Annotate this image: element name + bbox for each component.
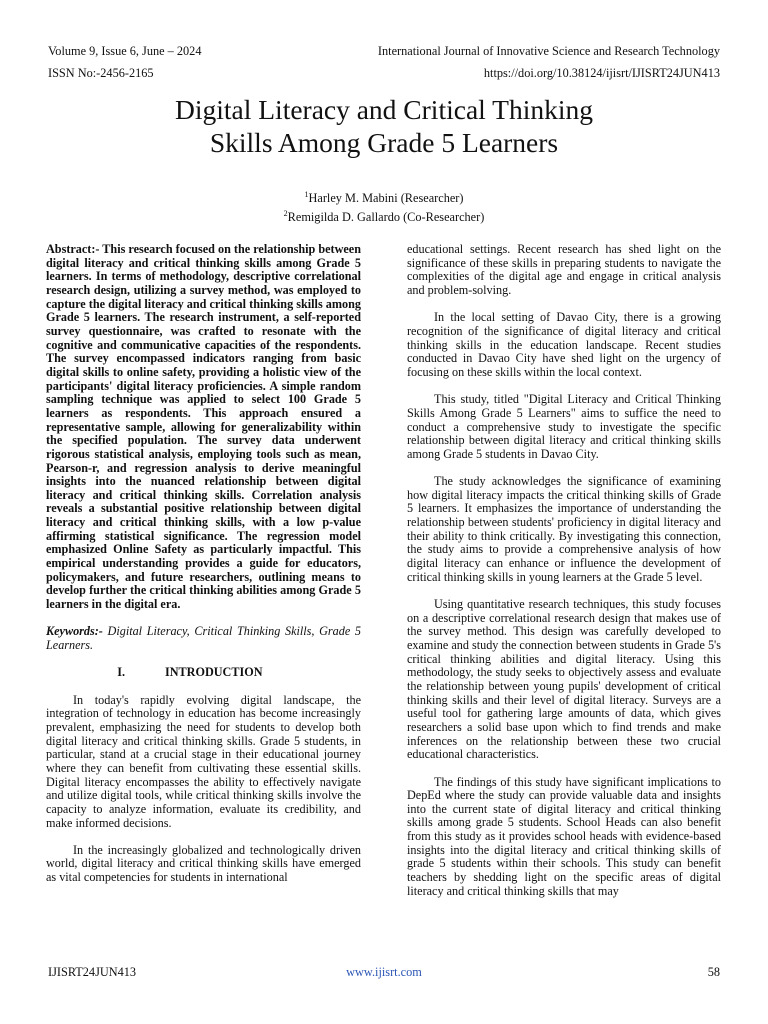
page-number: 58 <box>707 965 720 979</box>
left-column <box>46 243 361 885</box>
section-title: INTRODUCTION <box>165 665 263 680</box>
right-column <box>407 243 721 898</box>
author: $^1$Harley M. Mabini (Researcher) <box>304 190 464 206</box>
section-heading <box>46 666 361 680</box>
journal-volume: Volume 9, Issue 6, June – 2024 <box>48 44 202 58</box>
author-list <box>0 187 768 225</box>
paper-title-line-2: Skills Among Grade 5 Learners <box>209 127 559 158</box>
paragraph: The study acknowledges the significance of examining how digital literacy impacts the critical thinking skills of Grade 5 learners. It emphasizes the importance of understanding the relationship between students' proficiency in digital literacy and their ability to think critically. By investigating this connection, the study aims to provide a comprehensive analysis of how digital literacy can enhance or influence the development of critical thinking skills in young learners at the Grade 5 level. <box>407 474 721 584</box>
keywords-label: Keywords:- <box>46 624 103 639</box>
paragraph: In the increasingly globalized and technologically driven world, digital literacy and critical thinking skills have emerged as vital competencies for students in international <box>46 842 361 885</box>
issn: ISSN No:-2456-2165 <box>48 66 154 80</box>
author: $^2$Remigilda D. Gallardo (Co-Researcher) <box>283 209 485 225</box>
paragraph: In today's rapidly evolving digital landscape, the integration of technology in education has become increasingly prevalent, emphasizing the need for students to develop both digital literacy and critical thinking skills. Grade 5 students, in particular, stand at a crucial stage in their educational journey where they can benefit from cultivating these essential skills. Digital literacy encompasses the ability to effectively navigate and utilize digital tools, while critical thinking skills involve the capacity to analyze information, evaluate its credibility, and make informed decisions. <box>46 692 361 830</box>
journal-name: International Journal of Innovative Science and Research Technology <box>377 44 720 58</box>
keywords <box>46 625 361 652</box>
paragraph: This study, titled "Digital Literacy and Critical Thinking Skills Among Grade 5 Learners" aims to suffice the need to conduct a comprehensive study to investigate the specific relationship between digital literacy and critical thinking skills among Grade 5 students in Davao City. <box>407 392 721 461</box>
doi-link[interactable]: https://doi.org/10.38124/ijisrt/IJISRT24JUN413 <box>483 66 720 80</box>
keywords-text: Digital Literacy, Critical Thinking Skills, Grade 5 Learners. <box>46 624 361 653</box>
paragraph: educational settings. Recent research has shed light on the significance of these skills in preparing students to navigate the complexities of the digital age and engage in critical analysis and problem-solving. <box>407 242 721 297</box>
paper-title-line-1: Digital Literacy and Critical Thinking <box>175 94 593 125</box>
footer-paper-id: IJISRT24JUN413 <box>48 965 137 979</box>
paragraph: Using quantitative research techniques, this study focuses on a descriptive correlational research design that makes use of the survey method. This design was carefully developed to examine and study the connection between students in Grade 5's critical thinking abilities and digital literacy. Using this methodology, the study seeks to objectively assess and evaluate the relationship between young pupils' development of critical thinking skills and their level of digital literacy. Surveys are a useful tool for gathering large amounts of data, which gives researchers a solid base upon which to find trends and make inferences on the relationship between these two crucial educational characteristics. <box>407 597 721 762</box>
abstract: Abstract:- This research focused on the relationship between digital literacy and critical thinking skills among Grade 5 learners. In terms of methodology, descriptive correlational research design, utilizing a survey method, was employed to capture the digital literacy and critical thinking skills among Grade 5 learners. The research instrument, a self-reported survey questionnaire, was crafted to resonate with the cognitive and communicative capacities of the respondents. The survey encompassed indicators ranging from basic digital skills to online safety, providing a holistic view of the participants' digital literacy proficiencies. A simple random sampling technique was applied to select 100 Grade 5 learners as respondents. This approach ensured a representative sample, allowing for generalizability within the specified population. The survey data underwent rigorous statistical analysis, employing tools such as mean, Pearson-r, and regression analysis to derive meaningful insights into the nuanced relationship between digital literacy and critical thinking skills. Correlation analysis reveals a substantial positive relationship between digital literacy and critical thinking skills, with a low p-value affirming statistical significance. The regression model emphasized Online Safety as particularly impactful. This empirical understanding provides a guide for educators, policymakers, and future researchers, outlining means to develop further the critical thinking abilities among Grade 5 learners in the digital era. <box>46 242 361 612</box>
footer-website-link[interactable]: www.ijisrt.com <box>346 965 422 979</box>
paragraph: In the local setting of Davao City, there is a growing recognition of the significance of digital literacy and critical thinking skills in the education landscape. Recent studies conducted in Davao City have shed light on the urgency of focusing on these skills within the local context. <box>407 310 721 379</box>
paper-title <box>0 93 768 159</box>
paragraph: The findings of this study have significant implications to DepEd where the study can provide valuable data and insights into the current state of digital literacy and critical thinking skills among grade 5 students. School Heads can also benefit from this study as it provides school heads with evidence-based insights into the digital literacy and critical thinking skills of grade 5 students within their schools. This study can benefit teachers by shedding light on the specific areas of digital literacy and critical thinking skills that may <box>407 774 721 898</box>
section-number: I. <box>117 665 125 680</box>
